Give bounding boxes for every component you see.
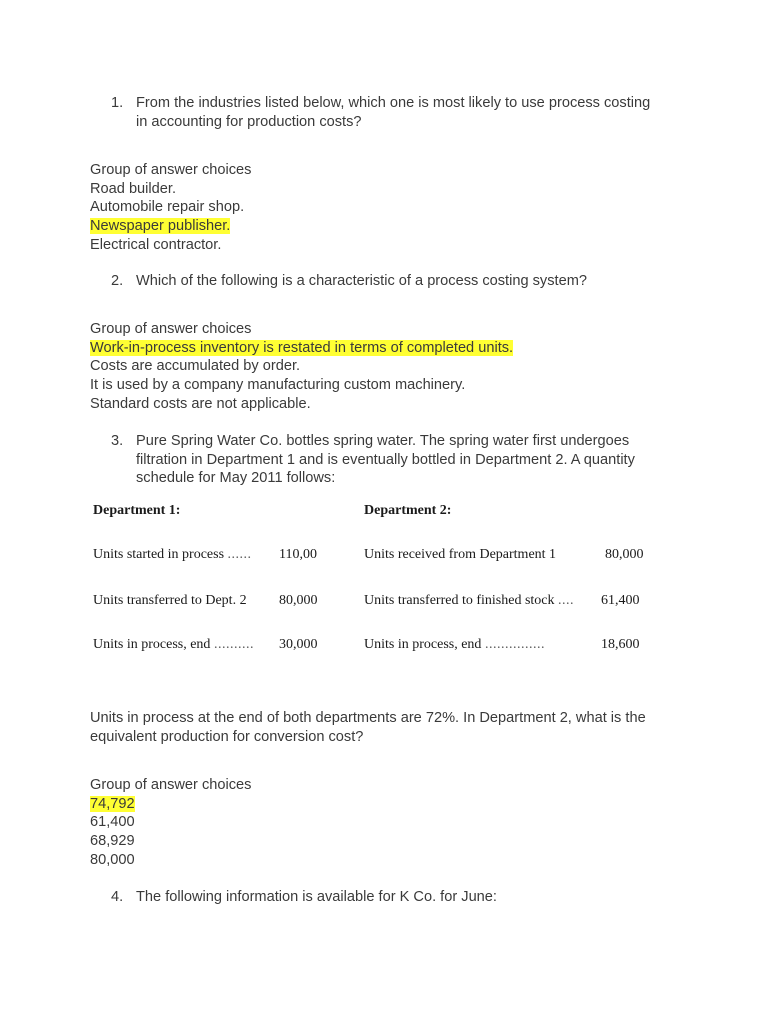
dept2-row-value: 80,000 — [605, 547, 644, 562]
schedule-row — [0, 592, 768, 612]
department-2-heading: Department 2: — [364, 503, 452, 518]
question-number: 3. — [111, 433, 124, 449]
answer-choice[interactable] — [90, 357, 690, 376]
question-text — [136, 888, 671, 907]
question-text — [136, 432, 671, 488]
answer-choice-text: Electrical contractor. — [90, 236, 222, 253]
question-1 — [111, 94, 671, 131]
answer-choice-text: Newspaper publisher. — [90, 218, 231, 235]
dept1-row-label: Units in process, end .......... — [93, 637, 254, 652]
answer-choice[interactable] — [90, 180, 690, 199]
question-text-line: in accounting for production costs? — [136, 113, 362, 130]
question-3-followup — [90, 709, 690, 746]
answer-choice[interactable] — [90, 198, 690, 217]
answer-group-3 — [90, 776, 690, 870]
question-number: 2. — [111, 273, 124, 289]
answer-choice[interactable] — [90, 376, 690, 395]
question-text-line: The following information is available for K Co. for June: — [136, 889, 497, 905]
dept1-row-value: 110,00 — [279, 547, 317, 562]
department-1-heading: Department 1: — [93, 503, 181, 518]
dept2-row-label: Units in process, end ............... — [364, 637, 545, 652]
answer-choice-text: Costs are accumulated by order. — [90, 358, 301, 375]
answer-choice-text: Work-in-process inventory is restated in terms of completed units. — [90, 339, 514, 356]
question-text-line: filtration in Department 1 and is eventually bottled in Department 2. A quantity — [136, 451, 635, 468]
dept2-row-value: 18,600 — [601, 637, 640, 652]
answer-choice-text: 74,792 — [90, 795, 135, 812]
answer-choice-text: 68,929 — [90, 833, 135, 850]
group-label: Group of answer choices — [90, 777, 252, 793]
answer-choice[interactable] — [90, 236, 690, 255]
group-label: Group of answer choices — [90, 162, 252, 178]
schedule-row — [0, 546, 768, 566]
schedule-row — [0, 636, 768, 656]
question-text-line: From the industries listed below, which one is most likely to use process costing — [136, 95, 651, 111]
followup-line: Units in process at the end of both departments are 72%. In Department 2, what is the — [90, 710, 646, 726]
answer-choice-text: 61,400 — [90, 814, 135, 831]
question-text-line: Which of the following is a characteristic of a process costing system? — [136, 273, 587, 289]
answer-choice[interactable] — [90, 813, 690, 832]
dept2-row-value: 61,400 — [601, 593, 640, 608]
followup-line: equivalent production for conversion cost? — [90, 728, 364, 745]
answer-choice-selected[interactable] — [90, 795, 690, 814]
answer-choice[interactable] — [90, 395, 690, 414]
dept1-row-label: Units started in process ...... — [93, 547, 252, 562]
question-2 — [111, 272, 671, 291]
answer-choice-text: 80,000 — [90, 851, 135, 868]
question-text — [136, 94, 671, 131]
dept2-row-label: Units transferred to finished stock .... — [364, 593, 575, 608]
question-4 — [111, 888, 671, 907]
answer-choice-text: It is used by a company manufacturing custom machinery. — [90, 377, 466, 394]
question-text — [136, 272, 671, 291]
answer-choice-text: Standard costs are not applicable. — [90, 395, 311, 412]
answer-group-1 — [90, 161, 690, 255]
dept1-row-value: 80,000 — [279, 593, 318, 608]
dept2-row-label: Units received from Department 1 — [364, 547, 557, 562]
answer-choice-text: Road builder. — [90, 180, 177, 197]
question-number: 1. — [111, 95, 124, 111]
dept1-row-value: 30,000 — [279, 637, 318, 652]
answer-choice-selected[interactable] — [90, 339, 690, 358]
question-number: 4. — [111, 889, 124, 905]
answer-choice-text: Automobile repair shop. — [90, 199, 245, 216]
question-text-line: Pure Spring Water Co. bottles spring water. The spring water first undergoes — [136, 433, 630, 449]
answer-group-2 — [90, 320, 690, 414]
answer-choice[interactable] — [90, 832, 690, 851]
dept1-row-label: Units transferred to Dept. 2 — [93, 593, 247, 608]
answer-choice[interactable] — [90, 851, 690, 870]
question-3 — [111, 432, 671, 488]
answer-choice-selected[interactable] — [90, 217, 690, 236]
question-text-line: schedule for May 2011 follows: — [136, 470, 336, 487]
group-label: Group of answer choices — [90, 321, 252, 337]
